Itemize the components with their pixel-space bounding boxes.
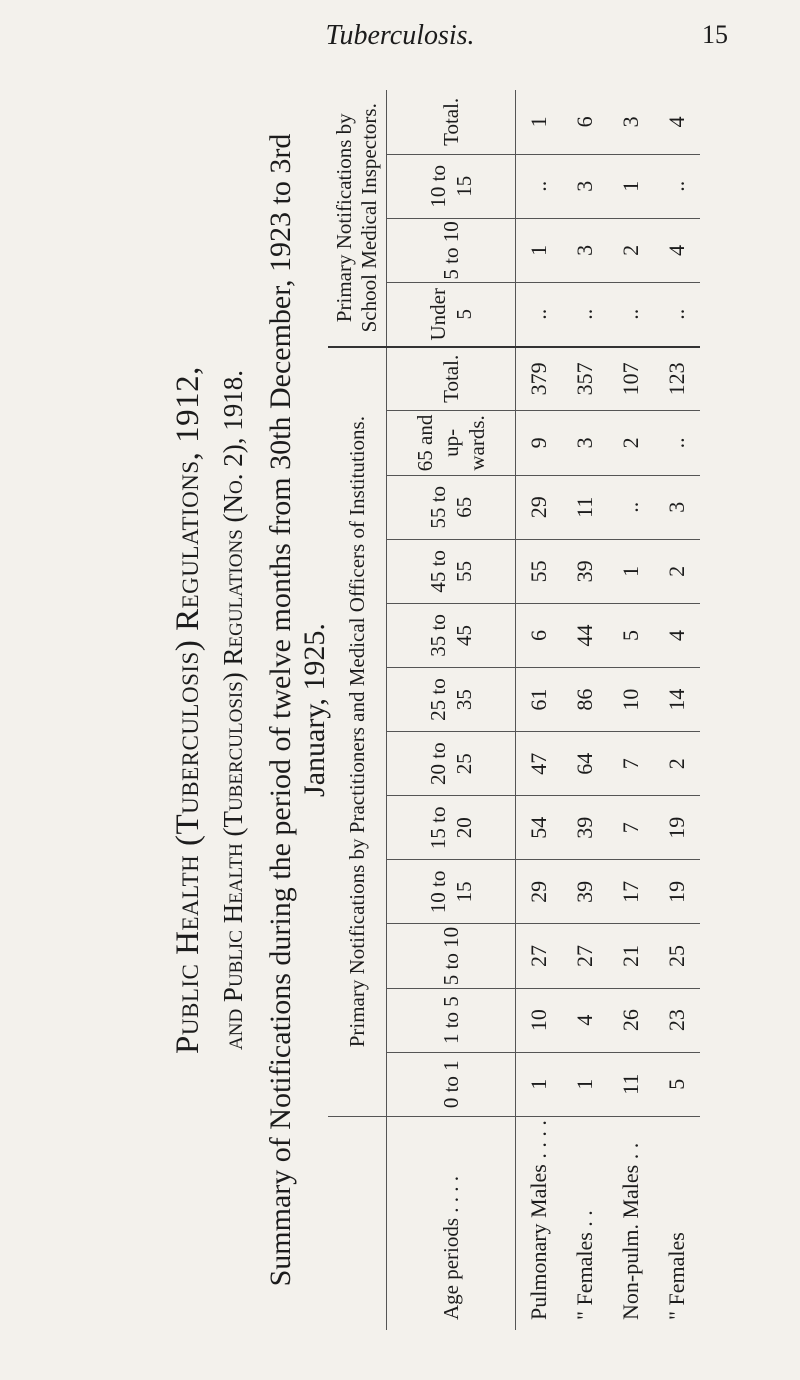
- table-row: [516, 90, 563, 1330]
- table-cell: 64: [562, 732, 608, 796]
- table-cell: 3: [562, 154, 608, 218]
- table-cell: 3: [562, 218, 608, 282]
- group-header-blank: [328, 1116, 387, 1330]
- column-header: 25 to 35: [387, 668, 516, 732]
- table-cell: 4: [654, 603, 700, 667]
- column-header: Under 5: [387, 282, 516, 346]
- table-cell: 1: [516, 218, 563, 282]
- table-cell-total: 6: [562, 90, 608, 154]
- table-cell: 29: [516, 475, 563, 539]
- table-cell: 11: [608, 1052, 654, 1116]
- table-cell: 7: [608, 796, 654, 860]
- column-header-total: Total.: [387, 347, 516, 411]
- column-label-age-periods: Age periods . . . .: [387, 1116, 516, 1330]
- table-cell: 3: [654, 475, 700, 539]
- table-cell: 1: [516, 1052, 563, 1116]
- table-cell: 6: [516, 603, 563, 667]
- table-cell: 39: [562, 860, 608, 924]
- group-practitioners: Primary Notifications by Practitioners and Medical Officers of Institutions.: [328, 347, 387, 1117]
- column-header: 0 to 1: [387, 1052, 516, 1116]
- table-cell: 55: [516, 539, 563, 603]
- page-number: 15: [702, 20, 728, 49]
- table-cell: 19: [654, 860, 700, 924]
- title-line-1: Public Health (Tuberculosis) Regulations, 1912,: [170, 366, 206, 1054]
- table-row: [654, 90, 700, 1330]
- summary-table: [328, 90, 700, 1330]
- row-label: Pulmonary Males . . . .: [526, 1120, 551, 1320]
- table-cell: 61: [516, 668, 563, 732]
- table-cell: 29: [516, 860, 563, 924]
- rotated-table-block: [160, 90, 780, 1330]
- column-header: 20 to 25: [387, 732, 516, 796]
- table-cell: 27: [516, 924, 563, 988]
- running-title: Tuberculosis.: [325, 20, 475, 51]
- table-cell: ..: [562, 282, 608, 346]
- title-line-2: and Public Health (Tuberculosis) Regulations (No. 2), 1918.: [218, 370, 248, 1050]
- table-cell: 5: [608, 603, 654, 667]
- group-header-row: [328, 90, 387, 1330]
- column-header: 55 to 65: [387, 475, 516, 539]
- table-cell: 5: [654, 1052, 700, 1116]
- table-cell-total: 357: [562, 347, 608, 411]
- table-cell: 1: [608, 154, 654, 218]
- table-cell: 3: [562, 411, 608, 476]
- table-cell: ..: [608, 475, 654, 539]
- table-cell-total: 3: [608, 90, 654, 154]
- table-row: [608, 90, 654, 1330]
- column-header: 45 to 55: [387, 539, 516, 603]
- table-cell-total: 123: [654, 347, 700, 411]
- row-label: Non-pulm. Males . .: [618, 1142, 643, 1320]
- table-cell: 17: [608, 860, 654, 924]
- table-cell: 10: [608, 668, 654, 732]
- table-cell: 21: [608, 924, 654, 988]
- table-cell: 54: [516, 796, 563, 860]
- column-header-row: [387, 90, 516, 1330]
- table-cell: ..: [516, 282, 563, 346]
- table-cell: 2: [654, 732, 700, 796]
- table-cell: ..: [608, 282, 654, 346]
- table-cell-total: 1: [516, 90, 563, 154]
- table-cell: ..: [654, 411, 700, 476]
- table-cell: 1: [562, 1052, 608, 1116]
- table-cell: 25: [654, 924, 700, 988]
- table-cell: 26: [608, 988, 654, 1052]
- column-header: 5 to 10: [387, 924, 516, 988]
- row-label: " Females: [664, 1232, 689, 1320]
- table-cell: 19: [654, 796, 700, 860]
- row-label: " Females . .: [572, 1210, 597, 1320]
- page-header: [0, 0, 800, 80]
- column-header: 10 to 15: [387, 154, 516, 218]
- table-cell: ..: [654, 282, 700, 346]
- table-cell: 10: [516, 988, 563, 1052]
- table-cell: 23: [654, 988, 700, 1052]
- column-header: 65 and up-wards.: [387, 411, 516, 476]
- column-header: 10 to 15: [387, 860, 516, 924]
- table-cell: ..: [516, 154, 563, 218]
- table-cell: 11: [562, 475, 608, 539]
- table-titles: [160, 90, 331, 1330]
- table-cell: 1: [608, 539, 654, 603]
- column-header: 15 to 20: [387, 796, 516, 860]
- table-cell: 2: [608, 411, 654, 476]
- column-header-total: Total.: [387, 90, 516, 154]
- table-cell: 86: [562, 668, 608, 732]
- table-cell: 7: [608, 732, 654, 796]
- table-cell: 47: [516, 732, 563, 796]
- column-header: 5 to 10: [387, 218, 516, 282]
- column-header: 1 to 5: [387, 988, 516, 1052]
- table-cell: 4: [654, 218, 700, 282]
- table-row: [562, 90, 608, 1330]
- column-header: 35 to 45: [387, 603, 516, 667]
- table-cell: 39: [562, 539, 608, 603]
- title-line-3: Summary of Notifications during the period of twelve months from 30th December, 1923 to 3rd January, 1925.: [264, 133, 331, 1287]
- table-cell: 2: [654, 539, 700, 603]
- table-cell: 27: [562, 924, 608, 988]
- table-cell: ..: [654, 154, 700, 218]
- group-school: Primary Notifications by School Medical Inspectors.: [328, 90, 387, 347]
- table-cell: 44: [562, 603, 608, 667]
- table-cell-total: 379: [516, 347, 563, 411]
- table-cell: 39: [562, 796, 608, 860]
- table-cell: 2: [608, 218, 654, 282]
- table-cell-total: 107: [608, 347, 654, 411]
- table-cell-total: 4: [654, 90, 700, 154]
- table-cell: 14: [654, 668, 700, 732]
- table-cell: 4: [562, 988, 608, 1052]
- table-cell: 9: [516, 411, 563, 476]
